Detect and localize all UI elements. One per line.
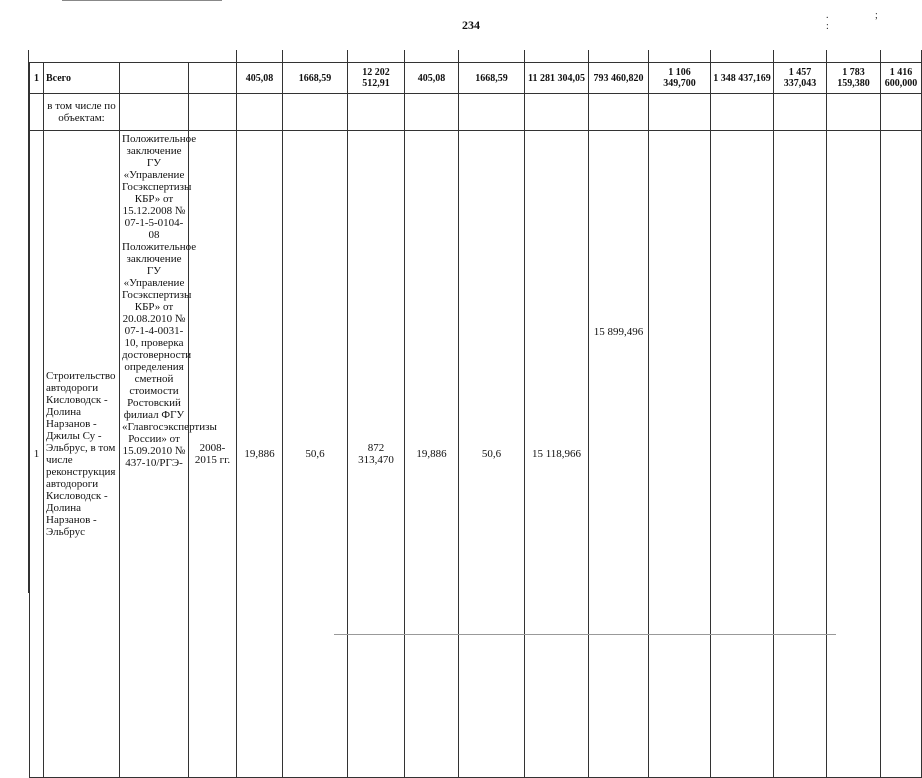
construction-years: 2008-2015 гг. [189, 131, 237, 778]
object-row [30, 131, 922, 778]
total-empty-cell [120, 63, 189, 94]
object-value [649, 131, 711, 778]
total-value: 405,08 [237, 63, 283, 94]
total-empty-cell [189, 63, 237, 94]
object-value [881, 131, 922, 778]
total-value: 11 281 304,05 [525, 63, 589, 94]
object-value: 50,6 [283, 131, 348, 778]
object-value: 50,6 [459, 131, 525, 778]
object-value: 19,886 [405, 131, 459, 778]
total-label: Всего [44, 63, 120, 94]
object-value [711, 131, 774, 778]
header-marks: . ; : [826, 10, 900, 32]
total-value: 405,08 [405, 63, 459, 94]
object-name: Строительство автодороги Кисловодск - Долина Нарзанов - Джилы Су - Эльбрус, в том числе реконструкция автодороги Кисловодск - Долина Нарзанов - Эльбрус [44, 131, 120, 778]
object-value: 15 118,966 [525, 131, 589, 778]
total-value: 12 202 512,91 [348, 63, 405, 94]
object-value: 872 313,470 [348, 131, 405, 778]
total-row-number: 1 [30, 63, 44, 94]
object-value: 19,886 [237, 131, 283, 778]
subtotal-caption-row [30, 94, 922, 131]
total-value: 1668,59 [459, 63, 525, 94]
budget-table [29, 50, 922, 778]
object-value: 15 899,496 [589, 131, 649, 778]
total-value: 1 416 600,000 [881, 63, 922, 94]
table-top-stub-row [30, 50, 922, 63]
expertise-reference: Положительное заключение ГУ «Управление Госэкспертизы КБР» от 15.12.2008 № 07-1-5-0104-08 Положительное заключение ГУ «Управление Госэкспертизы КБР» от 20.08.2010 № 07-1-4-0031-10, проверка достоверности определения сметной стоимости Ростовский филиал ФГУ «Главгосэкспертизы России» от 15.09.2010 № 437-10/РГЭ- [120, 131, 189, 778]
top-rule [62, 0, 222, 1]
by-objects-label: в том числе по объектам: [44, 94, 120, 131]
object-value [774, 131, 827, 778]
bottom-rule [334, 634, 836, 635]
page-number: 234 [462, 18, 480, 32]
object-value [827, 131, 881, 778]
total-value: 1 783 159,380 [827, 63, 881, 94]
object-row-number: 1 [30, 131, 44, 778]
total-value: 1 106 349,700 [649, 63, 711, 94]
total-value: 1 348 437,169 [711, 63, 774, 94]
total-value: 1668,59 [283, 63, 348, 94]
total-value: 793 460,820 [589, 63, 649, 94]
total-row [30, 63, 922, 94]
total-value: 1 457 337,043 [774, 63, 827, 94]
